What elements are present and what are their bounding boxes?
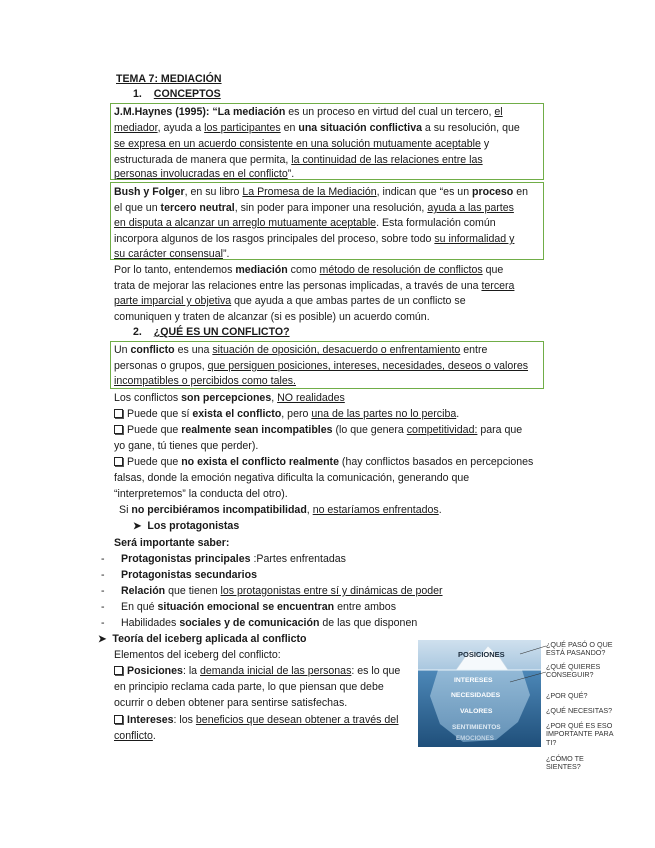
conclusion-line-1: Por lo tanto, entendemos mediación como método de resolución de conflictos que [114,264,504,276]
haynes-line-2: mediador, ayuda a los participantes en una situación conflictiva a su resolución, que [114,122,520,134]
protagonists-item-3: Relación que tienen los protagonistas entre sí y dinámicas de poder [121,585,443,597]
iceberg-label-values: VALORES [460,708,493,715]
haynes-line-1: J.M.Haynes (1995): “La mediación es un proceso en virtud del cual un tercero, el [114,106,503,118]
iceberg-label-interests: INTERESES [454,677,493,684]
dash-bullet: - [101,601,105,613]
iceberg-question-5: ¿POR QUÉ ES ESO IMPORTANTE PARA TI? [546,721,614,747]
haynes-line-3: se expresa en un acuerdo consistente en una solución mutuamente aceptable y [114,138,490,150]
section-1-heading [133,88,221,101]
no-incompatibility-line: Si no percibiéramos incompatibilidad, no estaríamos enfrentados. [119,504,442,516]
section-2-heading [133,326,290,339]
bush-line-3: en disputa a alcanzar un arreglo mutuamente aceptable. Esta formulación común [114,217,496,229]
conflict-line-3: incompatibles o percibidos como tales. [114,375,296,387]
checkbox-bullet-icon [114,425,123,434]
iceberg-label-positions: POSICIONES [458,650,505,659]
iceberg-label-feelings: SENTIMIENTOS [452,724,501,731]
dash-bullet: - [101,585,105,597]
section-1-title: CONCEPTOS [153,88,221,100]
conflict-line-1: Un conflicto es una situación de oposición, desacuerdo o enfrentamiento entre [114,344,488,356]
protagonists-item-5: Habilidades sociales y de comunicación de las que disponen [121,617,418,629]
iceberg-question-6: ¿CÓMO TE SIENTES? [546,754,584,772]
bullet-2-cont: yo gane, tú tienes que perder). [114,440,259,452]
iceberg-connector-lines [500,640,550,690]
important-to-know: Será importante saber: [114,537,230,549]
checkbox-bullet-icon [114,457,123,466]
bullet-3: Puede que no exista el conflicto realmente (hay conflictos basados en percepciones [114,456,533,469]
positions-line-2: en principio reclama cada parte, lo que piensan que debe [114,681,384,693]
section-1-number: 1. [133,88,142,100]
document-title: TEMA 7: MEDIACIÓN [116,73,222,85]
iceberg-question-4: ¿QUÉ NECESITAS? [546,706,613,715]
bullet-1: Puede que sí exista el conflicto, pero una de las partes no lo perciba. [114,408,459,421]
bush-line-1: Bush y Folger, en su libro La Promesa de la Mediación, indican que “es un proceso en [114,186,528,198]
iceberg-heading: ➤ Teoría del iceberg aplicada al conflicto [98,633,307,645]
section-2-number: 2. [133,326,142,338]
bush-line-2: el que un tercero neutral, sin poder para imponer una resolución, ayuda a las partes [114,202,514,214]
iceberg-question-1: ¿QUÉ PASÓ O QUE ESTÁ PASANDO? [546,640,613,658]
dash-bullet: - [101,617,105,629]
bush-line-5: su carácter consensual”. [114,248,230,260]
bullet-3-cont-1: falsas, donde la emoción negativa dificulta la comunicación, generando que [114,472,470,484]
conclusion-line-3: parte imparcial y objetiva que ayuda a que ambas partes de un conflicto se [114,295,466,307]
dash-bullet: - [101,569,105,581]
interests-line-2: conflicto. [114,730,156,742]
interests-line-1: Intereses: los beneficios que desean obtener a través del [114,714,399,727]
iceberg-label-emotions: EMOCIONES [456,735,494,742]
bullet-3-cont-2: “interpretemos” la conducta del otro). [114,488,288,500]
haynes-line-5: personas involucradas en el conflicto”. [114,168,295,180]
checkbox-bullet-icon [114,715,123,724]
arrow-bullet-icon: ➤ [133,521,142,532]
section-2-title: ¿QUÉ ES UN CONFLICTO? [153,326,290,338]
conclusion-line-4: comuniquen y traten de alcanzar (si es posible) un acuerdo común. [114,311,430,323]
protagonists-item-4: En qué situación emocional se encuentran entre ambos [121,601,396,613]
conflict-line-2: personas o grupos, que persiguen posiciones, intereses, necesidades, deseos o valores [114,360,529,372]
conclusion-line-2: trata de mejorar las relaciones entre las personas implicadas, a través de una tercera [114,280,515,292]
haynes-line-4: estructurada de manera que permita, la continuidad de las relaciones entre las [114,154,483,166]
iceberg-label-needs: NECESIDADES [451,692,501,699]
protagonists-item-1: Protagonistas principales :Partes enfrentadas [121,553,346,565]
positions-line-3: ocurrir o deben obtener para sentirse satisfechas. [114,697,348,709]
positions-line-1: Posiciones: la demanda inicial de las personas: es lo que [114,665,400,678]
protagonists-item-2: Protagonistas secundarios [121,569,257,581]
bullet-2: Puede que realmente sean incompatibles (lo que genera competitividad: para que [114,424,522,437]
arrow-bullet-icon: ➤ [98,634,107,645]
checkbox-bullet-icon [114,666,123,675]
iceberg-question-2: ¿QUÉ QUIERES CONSEGUIR? [546,662,601,680]
dash-bullet: - [101,553,105,565]
bush-line-4: incorpora algunos de los rasgos principales del proceso, sobre todo su informalidad y [114,233,515,245]
protagonists-heading: ➤ Los protagonistas [133,520,240,532]
iceberg-question-3: ¿POR QUÉ? [546,691,588,700]
iceberg-elements-label: Elementos del iceberg del conflicto: [114,649,281,661]
checkbox-bullet-icon [114,409,123,418]
perceptions-line: Los conflictos son percepciones, NO realidades [114,392,345,404]
